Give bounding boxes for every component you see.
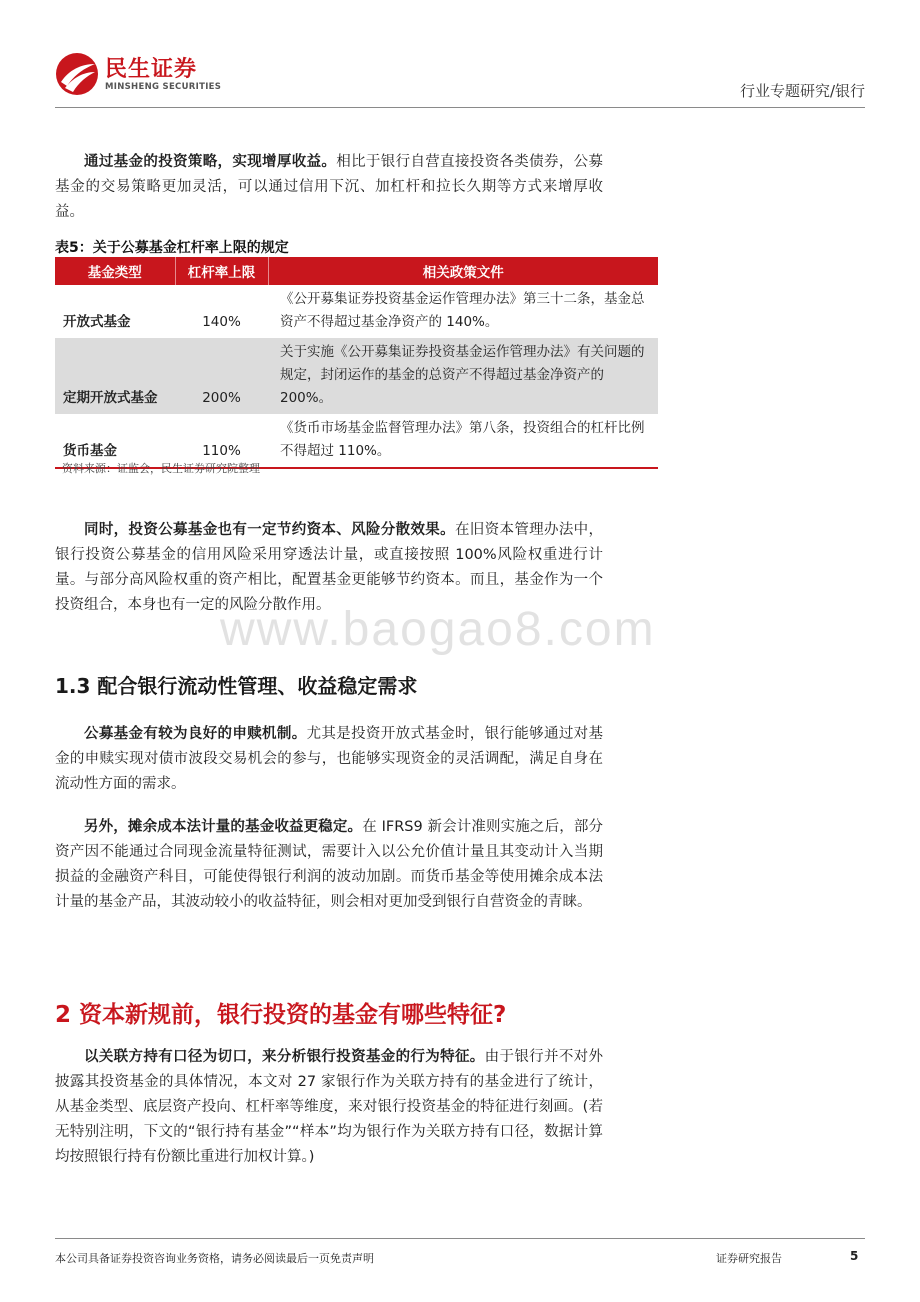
paragraph-lead: 另外，摊余成本法计量的基金收益更稳定。 — [84, 819, 363, 835]
logo-english-name: MINSHENG SECURITIES — [105, 82, 222, 92]
table-caption: 表5：关于公募基金杠杆率上限的规定 — [55, 240, 289, 256]
minsheng-logo-icon — [55, 52, 99, 96]
cell-fund-type: 定期开放式基金 — [55, 338, 175, 414]
logo-chinese-name: 民生证券 — [105, 57, 198, 82]
footer-report-type: 证券研究报告 — [716, 1252, 782, 1265]
paragraph-body: 在 IFRS9 新会计准则实施之后，部分资产因不能通过合同现金流量特征测试，需要计入以公允价值计量且其变动计入当期损益的金融资产科目，可能使得银行利润的波动加剧。而货币基金等使用摊余成本法计量的基金产品，其波动较小的收益特征，则会相对更加受到银行自营资金的青睐。 — [55, 819, 604, 910]
paragraph-body: 尤其是投资开放式基金时，银行能够通过对基金的申赎实现对债市波段交易机会的参与，也能够实现资金的灵活调配，满足自身在流动性方面的需求。 — [55, 726, 604, 792]
header-divider — [55, 107, 865, 108]
table-row — [55, 285, 658, 338]
watermark-text: www.baogao8.com — [220, 603, 656, 656]
company-logo — [55, 48, 225, 100]
section-heading-1-3: 1.3 配合银行流动性管理、收益稳定需求 — [55, 674, 418, 698]
paragraph-related-party — [55, 1045, 603, 1170]
cell-policy: 《公开募集证券投资基金运作管理办法》第三十二条，基金总资产不得超过基金净资产的 140%。 — [280, 291, 645, 330]
cell-leverage-cap: 200% — [175, 338, 268, 414]
column-header-leverage-cap: 杠杆率上限 — [175, 257, 268, 285]
paragraph-amortized-cost — [55, 815, 603, 915]
paragraph-lead: 通过基金的投资策略，实现增厚收益。 — [84, 154, 337, 170]
paragraph-body: 相比于银行自营直接投资各类债券，公募基金的交易策略更加灵活，可以通过信用下沉、加杠杆和拉长久期等方式来增厚收益。 — [55, 154, 603, 220]
page-header — [55, 48, 865, 108]
paragraph-lead: 以关联方持有口径为切口，来分析银行投资基金的行为特征。 — [84, 1049, 485, 1065]
cell-fund-type: 货币基金 — [55, 414, 175, 468]
cell-leverage-cap: 140% — [202, 314, 241, 330]
column-header-policy: 相关政策文件 — [268, 257, 658, 285]
paragraph-body: 由于银行并不对外披露其投资基金的具体情况，本文对 27 家银行作为关联方持有的基金进行了统计，从基金类型、底层资产投向、杠杆率等维度，来对银行投资基金的特征进行刻画。(若无特别注明，下文的“银行持有基金”“样本”均为银行作为关联方持有口径，数据计算均按照银行持有份额比重进行加权计算。) — [55, 1049, 604, 1165]
paragraph-lead: 同时，投资公募基金也有一定节约资本、风险分散效果。 — [84, 522, 455, 538]
cell-fund-type: 开放式基金 — [63, 314, 131, 330]
paragraph-redemption — [55, 722, 603, 797]
leverage-cap-table — [55, 257, 658, 469]
page-number: 5 — [850, 1249, 859, 1263]
cell-leverage-cap: 110% — [175, 414, 268, 468]
chapter-heading-2: 2 资本新规前，银行投资的基金有哪些特征? — [55, 1002, 507, 1028]
column-header-fund-type: 基金类型 — [55, 257, 175, 285]
footer-disclaimer: 本公司具备证券投资咨询业务资格，请务必阅读最后一页免责声明 — [55, 1252, 374, 1265]
paragraph-investment-strategy — [55, 150, 603, 225]
cell-policy: 关于实施《公开募集证券投资基金运作管理办法》有关问题的规定，封闭运作的基金的总资产不得超过基金净资产的200%。 — [268, 338, 658, 414]
cell-policy: 《货币市场基金监督管理办法》第八条，投资组合的杠杆比例不得超过 110%。 — [268, 414, 658, 468]
table-row — [55, 338, 658, 414]
report-section-label: 行业专题研究/银行 — [739, 82, 865, 100]
paragraph-lead: 公募基金有较为良好的申赎机制。 — [84, 726, 307, 742]
paragraph-body: 在旧资本管理办法中，银行投资公募基金的信用风险采用穿透法计量，或直接按照 100%风险权重进行计量。与部分高风险权重的资产相比，配置基金更能够节约资本。而且，基金作为一个投资组合，本身也有一定的风险分散作用。 — [55, 522, 604, 613]
footer-divider — [55, 1238, 865, 1239]
table-header-row — [55, 257, 658, 285]
table-source-note: 资料来源：证监会，民生证券研究院整理 — [62, 462, 260, 475]
